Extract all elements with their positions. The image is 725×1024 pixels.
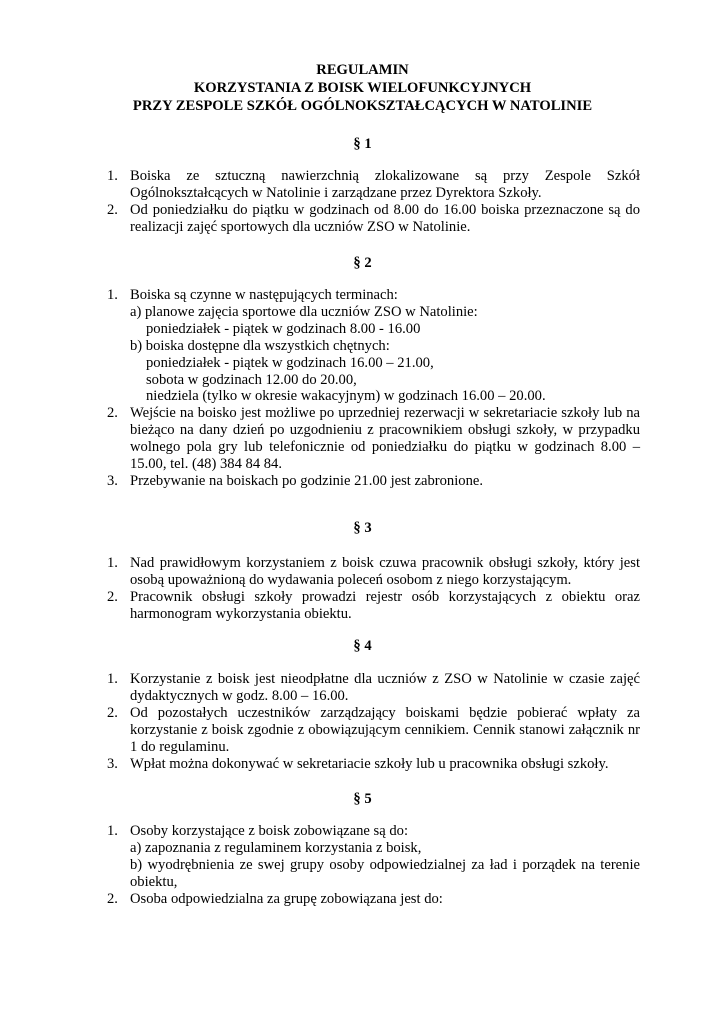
item-text: Korzystanie z boisk jest nieodpłatne dla uczniów z ZSO w Natolinie w czasie zajęć dydaktycznych w godz. 8.00 – 16.00. [130, 671, 640, 704]
section-3-item-2 [0, 589, 640, 623]
section-4-item-1 [0, 671, 640, 705]
section-4-item-2 [0, 705, 640, 756]
sub-item-a: a) zapoznania z regulaminem korzystania z boisk, [130, 839, 422, 856]
item-text: Boiska ze sztuczną nawierzchnią zlokalizowane są przy Zespole Szkół Ogólnokształcących w Natolinie i zarządzane przez Dyrektora Szkoły. [130, 168, 640, 201]
item-number: 2. [107, 405, 118, 422]
section-3-item-1 [0, 555, 640, 589]
document-title [0, 61, 725, 115]
title-line-3: PRZY ZESPOLE SZKÓŁ OGÓLNOKSZTAŁCĄCYCH W NATOLINIE [132, 98, 593, 114]
title-line-1: REGULAMIN [316, 62, 409, 78]
sub-item-b: b) wyodrębnienia ze swej grupy osoby odpowiedzialnej za ład i porządek na terenie obiektu, [130, 856, 640, 890]
item-number: 1. [107, 287, 118, 303]
section-2-list [0, 287, 640, 490]
section-5-item-2 [0, 891, 640, 908]
item-text: Nad prawidłowym korzystaniem z boisk czuwa pracownik obsługi szkoły, który jest osobą upoważnioną do wydawania poleceń osobom z niego korzystającym. [130, 555, 640, 588]
sub-item-b-line-2: sobota w godzinach 12.00 do 20.00, [146, 371, 357, 388]
item-number: 2. [107, 588, 118, 605]
section-1-item-2 [0, 202, 640, 236]
section-3-heading: § 3 [353, 520, 372, 536]
item-text: Osoba odpowiedzialna za grupę zobowiązana jest do: [130, 890, 443, 907]
item-number: 2. [107, 201, 118, 218]
section-5-list [0, 823, 640, 908]
item-text: Od poniedziałku do piątku w godzinach od 8.00 do 16.00 boiska przeznaczone są do realizacji zajęć sportowych dla uczniów ZSO w Natolinie. [130, 201, 640, 235]
sub-item-a-line-1: poniedziałek - piątek w godzinach 8.00 - 16.00 [146, 320, 421, 337]
title-line-2: KORZYSTANIA Z BOISK WIELOFUNKCYJNYCH [193, 80, 532, 96]
item-number: 1. [107, 823, 118, 839]
item-number: 3. [107, 755, 118, 772]
item-text: Od pozostałych uczestników zarządzający boiskami będzie pobierać wpłaty za korzystanie z boisk zgodnie z obowiązującym cennikiem. Cennik stanowi załącznik nr 1 do regulaminu. [130, 704, 640, 755]
item-text: Pracownik obsługi szkoły prowadzi rejestr osób korzystających z obiektu oraz harmonogram wykorzystania obiektu. [130, 588, 640, 622]
item-number: 3. [107, 472, 118, 489]
section-1-item-1 [0, 168, 640, 202]
sub-item-b-line-1: poniedziałek - piątek w godzinach 16.00 – 21.00, [146, 354, 434, 371]
section-4-item-3 [0, 756, 640, 773]
item-text: Wejście na boisko jest możliwe po uprzedniej rezerwacji w sekretariacie szkoły lub na bieżąco na dany dzień po uzgodnieniu z pracownikiem obsługi szkoły, w przypadku wolnego pola gry lub telefonicznie od poniedziałku do piątku w godzinach 8.00 – 15.00, tel. (48) 384 84 84. [130, 405, 640, 473]
sub-item-b-line-3: niedziela (tylko w okresie wakacyjnym) w godzinach 16.00 – 20.00. [146, 388, 546, 405]
item-text: Wpłat można dokonywać w sekretariacie szkoły lub u pracownika obsługi szkoły. [130, 755, 609, 772]
section-5-heading: § 5 [353, 791, 372, 807]
item-number: 2. [107, 704, 118, 721]
section-4-list [0, 671, 640, 772]
item-intro: Boiska są czynne w następujących terminach: [130, 287, 398, 303]
item-number: 1. [107, 168, 118, 184]
section-2-item-3 [0, 473, 640, 490]
section-1-heading: § 1 [353, 136, 372, 152]
sub-item-a: a) planowe zajęcia sportowe dla uczniów ZSO w Natolinie: [130, 303, 478, 320]
item-number: 2. [107, 890, 118, 907]
section-3-list [0, 555, 640, 623]
sub-item-b: b) boiska dostępne dla wszystkich chętnych: [130, 337, 390, 354]
section-1-list [0, 168, 640, 236]
section-2-item-1 [0, 287, 640, 405]
section-4-heading: § 4 [353, 638, 372, 654]
item-text: Przebywanie na boiskach po godzinie 21.00 jest zabronione. [130, 472, 483, 489]
item-number: 1. [107, 555, 118, 571]
item-intro: Osoby korzystające z boisk zobowiązane są do: [130, 823, 409, 839]
section-5-item-1 [0, 823, 640, 891]
item-number: 1. [107, 671, 118, 687]
section-2-item-2 [0, 405, 640, 473]
section-2-heading: § 2 [353, 255, 372, 271]
